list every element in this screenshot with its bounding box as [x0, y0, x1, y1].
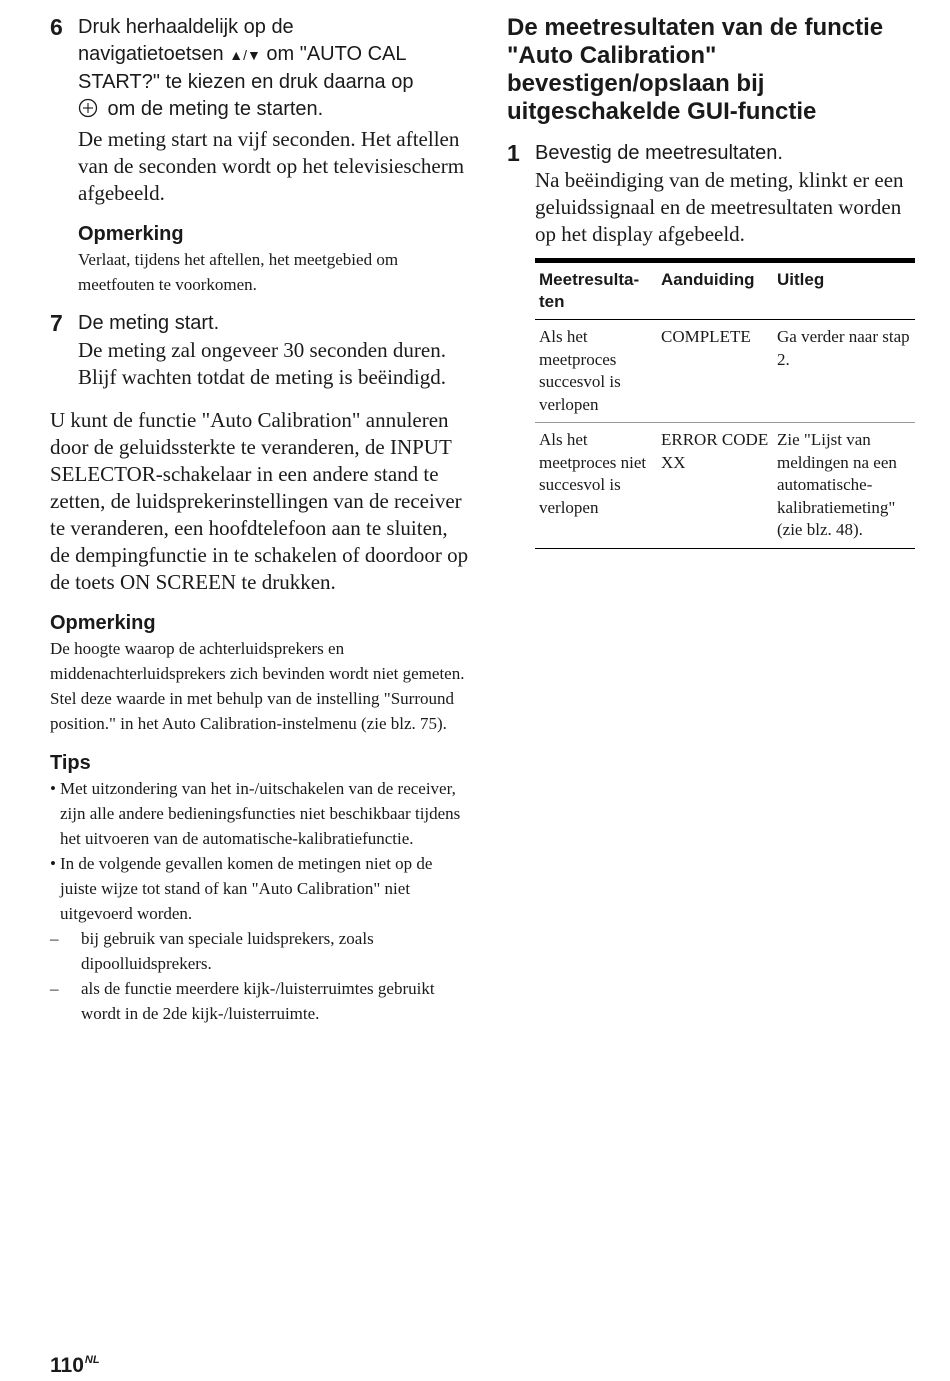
table-cell: Zie "Lijst van meldingen na een automatische-kalibratiemeting" (zie blz. 48). — [773, 423, 915, 549]
step-instruction: Druk herhaaldelijk op de navigatietoetsen ▲/▼ om "AUTO CAL START?" te kiezen en druk daarna op om de meting te starten. — [78, 14, 470, 126]
note-text: Stel deze waarde in met behulp van de instelling "Surround position." in het Auto Calibration-instelmenu (zie blz. 75). — [50, 689, 454, 733]
results-table — [535, 258, 915, 549]
column-header: Aanduiding — [657, 261, 773, 320]
column-header: Meetresulta-ten — [535, 261, 657, 320]
column-header: Uitleg — [773, 261, 915, 320]
table-cell: ERROR CODE XX — [657, 423, 773, 549]
step-instruction: Bevestig de meetresultaten. — [535, 142, 783, 164]
tip-item: • Met uitzondering van het in-/uitschakelen van de receiver, zijn alle andere bedieningsfuncties niet beschikbaar tijdens het uitvoeren van de automatische-kalibratiefunctie. — [50, 776, 470, 851]
tip-subitem: – bij gebruik van speciale luidsprekers, zoals dipoolluidsprekers. — [50, 926, 470, 976]
enter-button-icon — [78, 98, 98, 126]
step-instruction: De meting start. — [78, 312, 220, 334]
step-description: De meting start na vijf seconden. Het aftellen van de seconden wordt op het televisiescherm afgebeeld. — [78, 127, 465, 205]
table-cell: COMPLETE — [657, 320, 773, 423]
step-number: 7 — [50, 310, 63, 336]
table-cell: Ga verder naar stap 2. — [773, 320, 915, 423]
table-cell: Als het meetproces niet succesvol is verlopen — [535, 423, 657, 549]
tip-item: • In de volgende gevallen komen de metingen niet op de juiste wijze tot stand of kan "Auto Calibration" niet uitgevoerd worden. — [50, 851, 470, 926]
table-cell: Als het meetproces succesvol is verlopen — [535, 320, 657, 423]
note-title: Opmerking — [50, 612, 156, 634]
step-7 — [50, 310, 470, 391]
cancel-paragraph: U kunt de functie "Auto Calibration" annuleren door de geluidssterkte te veranderen, de INPUT SELECTOR-schakelaar in een andere stand te zetten, de luidsprekerinstellingen van de receiver te veranderen, een hoofdtelefoon aan te sluiten, de dempingfunctie in te schakelen of doordoor op de toets ON SCREEN te drukken. — [50, 408, 469, 594]
tip-subitem: – als de functie meerdere kijk-/luisterruimtes gebruikt wordt in de 2de kijk-/luisterruimte. — [50, 976, 470, 1026]
tips-title: Tips — [50, 752, 91, 774]
step-number: 6 — [50, 14, 63, 40]
step-description: De meting zal ongeveer 30 seconden duren. Blijf wachten totdat de meting is beëindigd. — [78, 338, 447, 389]
tips-list — [50, 776, 470, 926]
page-number: $110^{NL}$ — [50, 1354, 100, 1377]
table-row — [535, 423, 915, 549]
tips-sublist — [50, 926, 470, 1026]
step-number: 1 — [507, 140, 520, 166]
step-description: Na beëindiging van de meting, klinkt er een geluidssignaal en de meetresultaten worden op het display afgebeeld. — [535, 168, 904, 246]
note-block — [50, 610, 470, 736]
note-block — [78, 221, 470, 297]
section-heading: De meetresultaten van de functie "Auto Calibration" bevestigen/opslaan bij uitgeschakelde GUI-functie — [507, 14, 884, 125]
table-header-row — [535, 261, 915, 320]
language-code: NL — [84, 1354, 100, 1366]
note-title: Opmerking — [78, 223, 184, 245]
note-text: Verlaat, tijdens het aftellen, het meetgebied om meetfouten te voorkomen. — [78, 250, 399, 294]
right-column — [507, 14, 917, 549]
step-6 — [50, 14, 470, 297]
note-text: De hoogte waarop de achterluidsprekers en middenachterluidsprekers zich bevinden wordt niet gemeten. — [50, 639, 465, 683]
tips-block — [50, 750, 470, 1026]
up-down-arrows-icon: ▲/▼ — [229, 47, 261, 63]
step-1 — [507, 140, 917, 248]
left-column — [50, 14, 470, 1026]
table-row — [535, 320, 915, 423]
